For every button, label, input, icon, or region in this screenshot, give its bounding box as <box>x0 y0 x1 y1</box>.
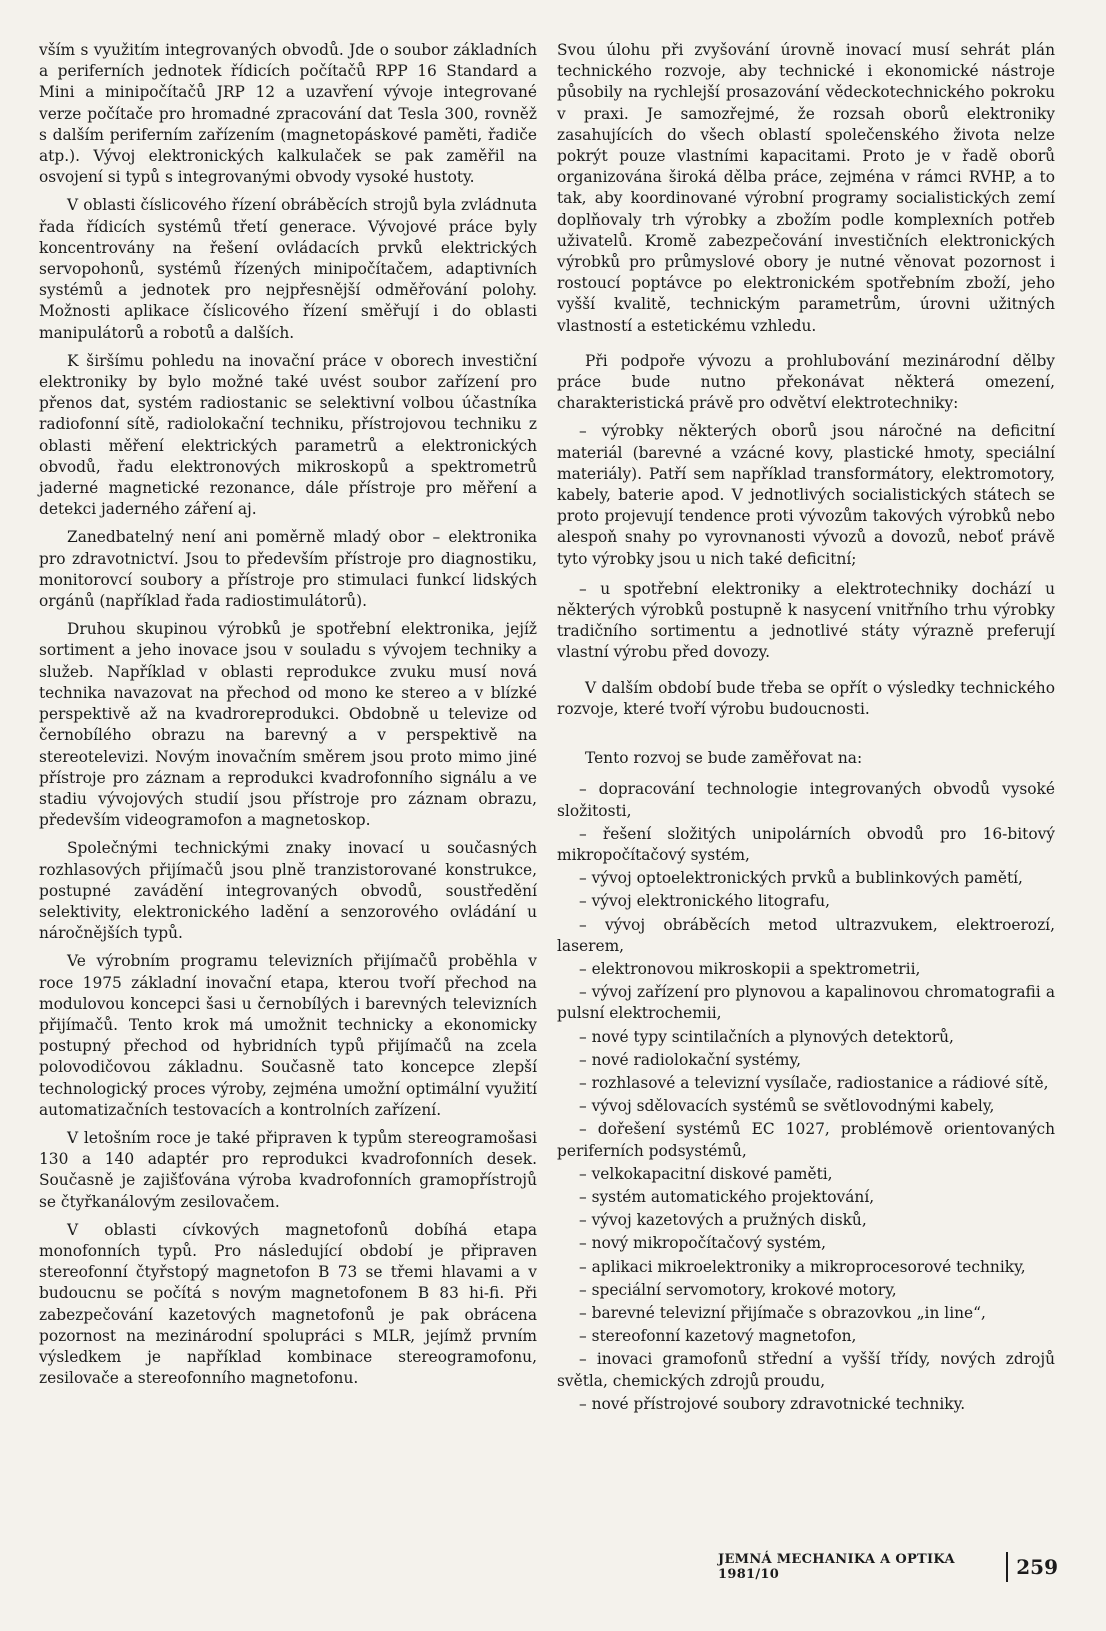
paragraph: Druhou skupinou výrobků je spotřební elektronika, jejíž sortiment a jeho inovace jsou v souladu s vývojem techniky a služeb. Například v oblasti reprodukce zvuku musí nová technika navazovat na přechod od mono ke stereo a v blízké perspektivě až na kvadroreprodukci. Obdobně u televize od černobílého obrazu na barevný a v perspektivě na stereotelevizi. Novým inovačním směrem jsou proto mimo jiné přístroje pro záznam a reprodukci kvadrofonního signálu a ve stadiu vývojových studií jsou přístroje pro záznam obrazu, především videogramofon a magnetoskop. <box>39 620 537 830</box>
page-number: 259 <box>1016 1555 1058 1579</box>
paragraph: V oblasti cívkových magnetofonů dobíhá etapa monofonních typů. Pro následující období je připraven stereofonní čtyřstopý magnetofon B 73 se třemi hlavami a v budoucnu se počítá s novým magnetofonem B 83 hi-fi. Při zabezpečování kazetových magnetofonů je pak obrácena pozornost na mezinárodní spolupráci s MLR, jejímž prvním výsledkem je například kombinace stereogramofonu, zesilovače a stereofonního magnetofonu. <box>39 1220 537 1388</box>
right-column <box>557 40 1055 1417</box>
list-item: – speciální servomotory, krokové motory, <box>579 1280 897 1299</box>
paragraph: K širšímu pohledu na inovační práce v oborech investiční elektroniky by bylo možné také uvést soubor zařízení pro přenos dat, systém radiostanic se selektivní volbou účastníka radiofonní sítě, radiolokační techniku, přístrojovou techniku z oblasti měření elektrických parametrů a elektronických obvodů, řadu elektronových mikroskopů a spektrometrů jaderné magnetické rezonance, dále přístroje pro měření a detekci jaderného záření aj. <box>39 351 537 519</box>
list-item: – řešení složitých unipolárních obvodů pro 16-bitový mikropočítačový systém, <box>557 824 1055 864</box>
list-item: – systém automatického projektování, <box>579 1187 875 1206</box>
list-intro: Tento rozvoj se bude zaměřovat na: <box>585 749 863 768</box>
left-column <box>39 40 537 1396</box>
list-item: – u spotřební elektroniky a elektrotechniky dochází u některých výrobků postupně k nasycení vnitřního trhu výrobky tradičního sortimentu a jednotlivé státy výrazně preferují vlastní výrobu před dovozy. <box>557 579 1055 662</box>
list-item: – vývoj elektronického litografu, <box>579 892 831 911</box>
list-item: – vývoj zařízení pro plynovou a kapalinovou chromatografii a pulsní elektrochemii, <box>557 983 1055 1023</box>
paragraph: Svou úlohu při zvyšování úrovně inovací musí sehrát plán technického rozvoje, aby technické i ekonomické nástroje působily na rychlejší prosazování vědeckotechnického pokroku v praxi. Je samozřejmé, že rozsah oborů elektroniky zasahujících do všech oblastí společenského života nelze pokrýt pouze vlastními kapacitami. Proto je v řadě oborů organizována široká dělba práce, zejména v rámci RVHP, a to tak, aby koordinované výrobní programy socialistických zemí doplňovaly trh výrobky a zbožím podle komplexních potřeb uživatelů. Kromě zabezpečování investičních elektronických výrobků pro průmyslové obory je nutné věnovat pozornost i rostoucí poptávce po elektronickém spotřebním zboží, jeho vyšší kvalitě, technickým parametrům, úrovni užitných vlastností a estetickému vzhledu. <box>557 41 1055 335</box>
list-item: – nové typy scintilačních a plynových detektorů, <box>579 1027 954 1046</box>
list-item: – elektronovou mikroskopii a spektrometrii, <box>579 959 921 978</box>
list-item: – nový mikropočítačový systém, <box>579 1234 826 1253</box>
list-item: – stereofonní kazetový magnetofon, <box>579 1327 857 1346</box>
paragraph: Ve výrobním programu televizních přijímačů proběhla v roce 1975 základní inovační etapa, kterou tvoří přechod na modulovou koncepci šasi u černobílých i barevných televizních přijímačů. Tento krok má umožnit technicky a ekonomicky postupný přechod od hybridních typů přijímačů na zcela polovodičovou základnu. Současně tato koncepce zlepší technologický proces výroby, zejména umožní optimální využití automatizačních testovacích a kontrolních zařízení. <box>39 952 537 1119</box>
list-item: – aplikaci mikroelektroniky a mikroprocesorové techniky, <box>579 1257 1026 1276</box>
paragraph: Při podpoře vývozu a prohlubování mezinárodní dělby práce bude nutno překonávat některá omezení, charakteristická právě pro odvětví elektrotechniky: <box>557 351 1055 413</box>
list-item: – vývoj kazetových a pružných disků, <box>579 1211 867 1230</box>
list-item: – rozhlasové a televizní vysílače, radiostanice a rádiové sítě, <box>579 1073 1049 1092</box>
list-item: – vývoj optoelektronických prvků a bublinkových pamětí, <box>579 869 1023 888</box>
list-item: – dořešení systémů EC 1027, problémově orientovaných periferních podsystémů, <box>557 1120 1055 1160</box>
list-item: – inovaci gramofonů střední a vyšší třídy, nových zdrojů světla, chemických zdrojů proudu, <box>557 1350 1055 1390</box>
journal-title: JEMNÁ MECHANIKA A OPTIKA 1981/10 <box>718 1552 955 1582</box>
list-item: – vývoj obráběcích metod ultrazvukem, elektroerozí, laserem, <box>557 915 1055 955</box>
list-item: – výrobky některých oborů jsou náročné na deficitní materiál (barevné a vzácné kovy, plastické hmoty, speciální materiály). Patří sem například transformátory, elektromotory, kabely, baterie apod. V jednotlivých socialistických státech se proto projevují tendence proti vývozům takových výrobků nebo alespoň snahy po vyrovnanosti vývozů a dovozů, neboť právě tyto výrobky jsou u nich také deficitní; <box>557 422 1055 568</box>
paragraph: vším s využitím integrovaných obvodů. Jde o soubor základních a periferních jednotek řídicích počítačů RPP 16 Standard a Mini a minipočítačů JRP 12 a uzavření vývoje integrované verze počítače pro hromadné zpracování dat Tesla 300, rovněž s dalším periferním zařízením (magnetopáskové paměti, řadiče atp.). Vývoj elektronických kalkulaček se pak zaměřil na osvojení si typů s integrovanými obvody vysoké hustoty. <box>39 41 537 187</box>
list-item: – dopracování technologie integrovaných obvodů vysoké složitosti, <box>557 780 1055 820</box>
list-item: – barevné televizní přijímače s obrazovkou „in line“, <box>579 1303 986 1322</box>
list-item: – vývoj sdělovacích systémů se světlovodnými kabely, <box>579 1097 995 1116</box>
paragraph: V dalším období bude třeba se opřít o výsledky technického rozvoje, které tvoří výrobu budoucnosti. <box>557 678 1055 718</box>
paragraph: Společnými technickými znaky inovací u současných rozhlasových přijímačů jsou plně tranzistorované konstrukce, postupné zavádění integrovaných obvodů, soustředění selektivity, elektronického ladění a senzorového ovládání u náročnějších typů. <box>39 839 537 943</box>
list-item: – nové přístrojové soubory zdravotnické techniky. <box>579 1394 966 1413</box>
paragraph: Zanedbatelný není ani poměrně mladý obor – elektronika pro zdravotnictví. Jsou to především přístroje pro diagnostiku, monitorovcí soubory a přístroje pro stimulaci funkcí lidských orgánů (například řada radiostimulátorů). <box>39 528 537 611</box>
footer-divider <box>1006 1552 1008 1582</box>
list-item: – nové radiolokační systémy, <box>579 1050 801 1069</box>
list-item: – velkokapacitní diskové paměti, <box>579 1164 833 1183</box>
focus-list <box>557 779 1055 1415</box>
page-footer <box>718 1552 1058 1582</box>
constraints-list <box>557 421 1055 663</box>
paragraph: V letošním roce je také připraven k typům stereogramošasi 130 a 140 adaptér pro reprodukci kvadrofonních desek. Současně je zajišťována výroba kvadrofonních gramopřístrojů se čtyřkanálovým zesilovačem. <box>39 1128 537 1211</box>
paragraph: V oblasti číslicového řízení obráběcích strojů byla zvládnuta řada řídicích systémů třetí generace. Vývojové práce byly koncentrovány na řešení ovládacích prvků elektrických servopohonů, systémů řízených minipočítačem, adaptivních systémů a jednotek pro nejpřesnější odměřování polohy. Možnosti aplikace číslicového řízení směřují i do oblasti manipulátorů a robotů a dalších. <box>39 196 537 342</box>
